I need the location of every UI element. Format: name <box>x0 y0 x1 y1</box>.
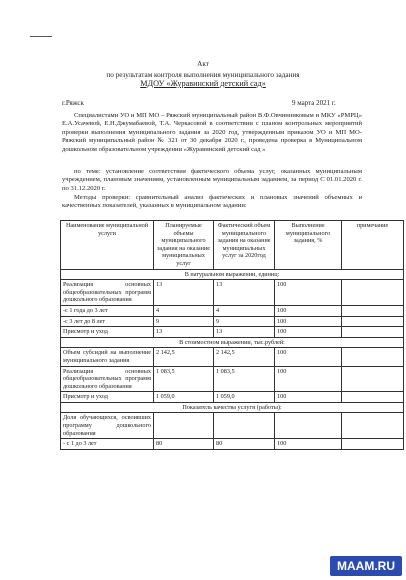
cell-percent <box>275 413 342 439</box>
place: г.Ряжск <box>62 99 84 107</box>
cell-actual: 1 059,0 <box>214 392 275 403</box>
section-row <box>61 402 404 413</box>
paragraph-methods: Методы проверки: сравнительный анализ фактических и плановых значений объемных и качественных показателей, указанных в муниципальном задании: <box>62 194 362 210</box>
header-planned: Планируемые объемы муниципального задания на оказание муниципальных услуг <box>154 221 214 270</box>
cell-note <box>342 316 404 327</box>
cell-note <box>342 305 404 316</box>
table-row <box>61 439 404 450</box>
cell-actual: 1 083,5 <box>214 366 275 392</box>
organization-name: МДОУ «Журавинский детский сад» <box>140 79 266 88</box>
cell-planned: 9 <box>154 316 214 327</box>
table-row <box>61 327 404 338</box>
paragraph-topic: по теме: установление соответствия фактического объема услуг, оказанных муниципальным учреждением, плановым значениям, установленным муниципальным заданием, за период С 01.01.2020 г. по 31.12.2020 г. <box>62 168 362 192</box>
table-row <box>61 280 404 306</box>
scan-mark <box>30 36 52 37</box>
cell-actual: 4 <box>214 305 275 316</box>
cell-percent: 100 <box>275 392 342 403</box>
section-cost: В стоимостном выражении, тыс.рублей: <box>61 337 404 348</box>
cell-planned: 4 <box>154 305 214 316</box>
table-header-row <box>61 221 404 270</box>
cell-actual: 9 <box>214 316 275 327</box>
cell-service: Объем субсидий на выполнение муниципального задания <box>61 348 154 366</box>
header-service-name: Наименование муниципальной услуги <box>61 221 154 270</box>
cell-percent: 100 <box>275 327 342 338</box>
cell-percent: 100 <box>275 316 342 327</box>
maam-watermark-logo[interactable]: MAAM.RU <box>330 556 402 576</box>
cell-note <box>342 327 404 338</box>
cell-service: -с 3 лет до 8 лет <box>61 316 154 327</box>
cell-planned: 80 <box>154 439 214 450</box>
table-row <box>61 366 404 392</box>
act-title: Акт <box>197 60 209 68</box>
cell-note <box>342 439 404 450</box>
header-fulfillment: Выполнение муниципального задания, % <box>275 221 342 270</box>
cell-actual: 13 <box>214 280 275 306</box>
cell-note <box>342 366 404 392</box>
cell-percent: 100 <box>275 366 342 392</box>
cell-service: Присмотр и уход <box>61 327 154 338</box>
cell-note <box>342 392 404 403</box>
header-actual: Фактический объем муниципального задания на оказание муниципальных услуг за 2020год <box>214 221 275 270</box>
table-row <box>61 348 404 366</box>
cell-actual: 2 142,5 <box>214 348 275 366</box>
cell-actual: 13 <box>214 327 275 338</box>
cell-percent: 100 <box>275 305 342 316</box>
cell-note <box>342 280 404 306</box>
section-natural: В натуральном выражении, единиц: <box>61 269 404 280</box>
table-row <box>61 413 404 439</box>
cell-service: Доля обучающихся, освоивших программу дошкольного образования <box>61 413 154 439</box>
cell-planned: 1 083,5 <box>154 366 214 392</box>
cell-actual <box>214 413 275 439</box>
section-row <box>61 337 404 348</box>
cell-planned: 1 059,0 <box>154 392 214 403</box>
act-date: 9 марта 2021 г. <box>292 99 336 107</box>
cell-note <box>342 413 404 439</box>
section-quality: Показатель качества услуги (работы): <box>61 402 404 413</box>
cell-service: -с 1 года до 3 лет <box>61 305 154 316</box>
cell-service: - с 1 до 3 лет <box>61 439 154 450</box>
cell-percent: 100 <box>275 348 342 366</box>
cell-planned: 2 142,5 <box>154 348 214 366</box>
cell-planned <box>154 413 214 439</box>
cell-service: Реализация основных общеобразовательных программ дошкольного образования <box>61 280 154 306</box>
table-row <box>61 392 404 403</box>
cell-percent: 100 <box>275 280 342 306</box>
header-note: примечание <box>342 221 404 270</box>
act-subtitle: по результатам контроля выполнения муниципального задания <box>106 71 300 79</box>
report-table <box>60 220 404 450</box>
table-row <box>61 316 404 327</box>
paragraph-specialists: Специалистами УО и МП МО – Ряжский муниципальный район В.Ф.Овчинниковым и МКУ «РМРЦ» Е.А.Усачевой, Е.Н.Джумабаевой, Т.А. Черкасовой в соответствии с планом контрольных мероприятий проверки выполнения муниципального задания за 2020 год, утвержденным приказом УО и МП МО-Ряжский муниципальный район № 321 от 30 декабря 2020 г., проведена проверка в Муниципальном дошкольном образовательном учреждении «Журавинский детский сад » <box>62 112 362 153</box>
cell-note <box>342 348 404 366</box>
cell-planned: 13 <box>154 327 214 338</box>
cell-actual: 80 <box>214 439 275 450</box>
cell-service: Реализация основных общеобразовательных программ дошкольного образования <box>61 366 154 392</box>
section-row <box>61 269 404 280</box>
cell-service: Присмотр и уход <box>61 392 154 403</box>
cell-planned: 13 <box>154 280 214 306</box>
table-row <box>61 305 404 316</box>
cell-percent: 100 <box>275 439 342 450</box>
